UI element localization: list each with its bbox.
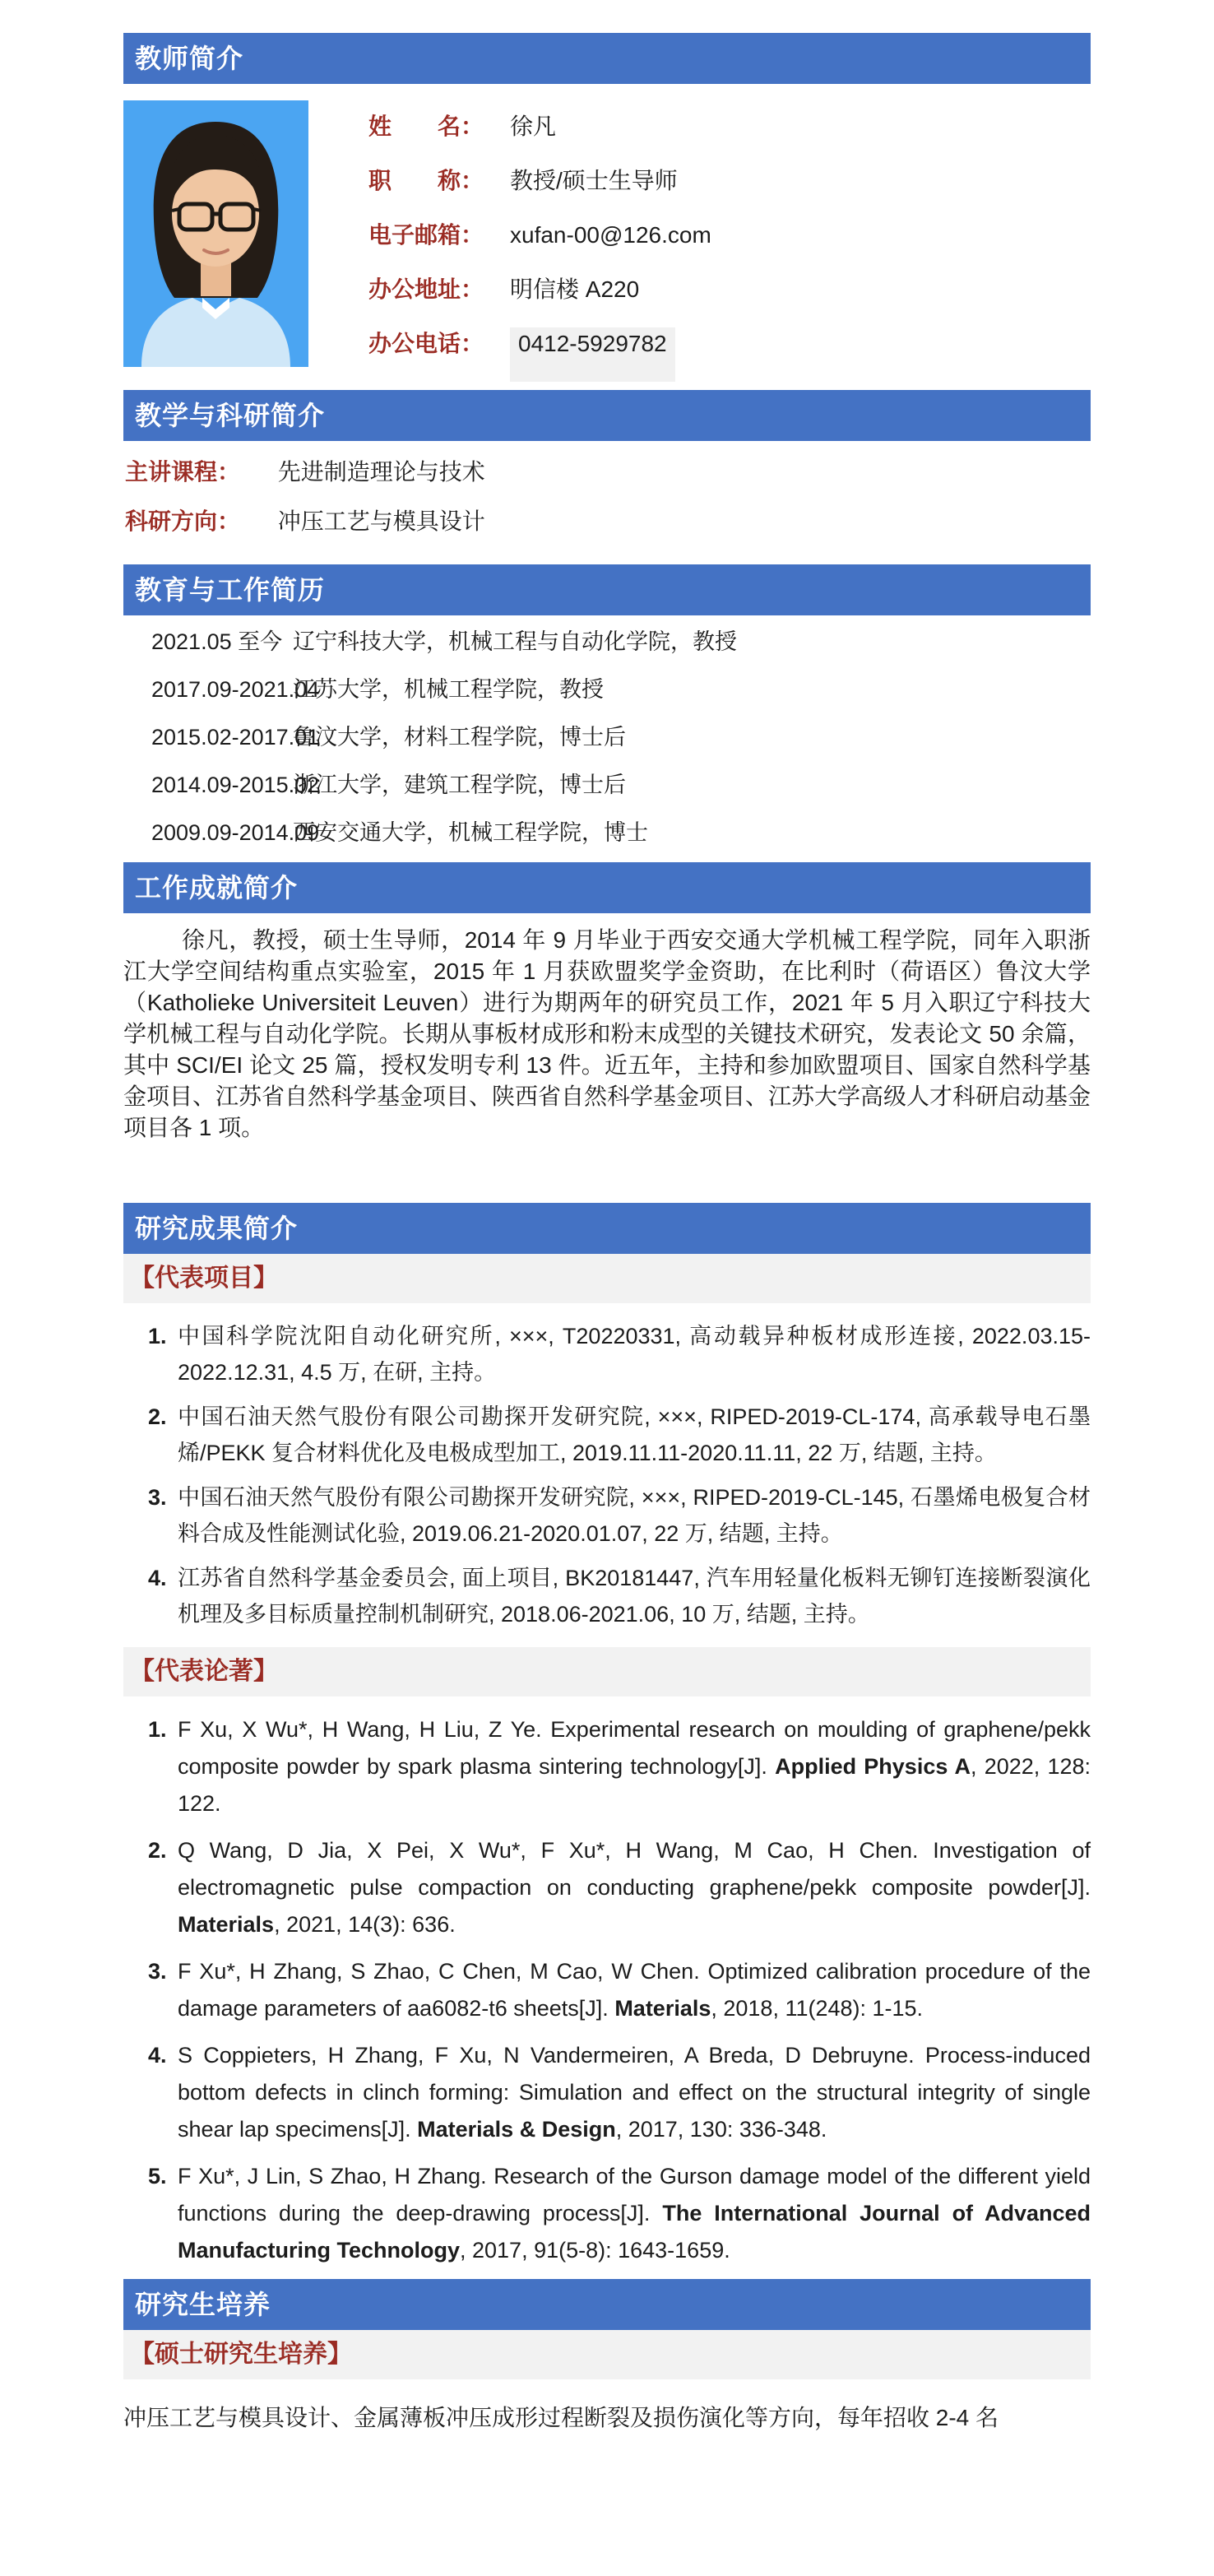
teacher-photo bbox=[123, 100, 308, 367]
timeline-row bbox=[123, 815, 1091, 862]
field-email-label: 电子邮箱： bbox=[368, 222, 484, 248]
section-header-teacher-intro bbox=[123, 33, 1091, 84]
journal-name: Materials bbox=[178, 1912, 275, 1937]
timeline-row bbox=[123, 671, 1091, 719]
publication-text: F Xu, X Wu*, H Wang, H Liu, Z Ye. Experimental research on moulding of graphene/pekk composite powder by spark plasma sintering technology[J]. bbox=[178, 1717, 1091, 1779]
project-item bbox=[123, 1560, 1091, 1632]
field-title-value: 教授/硕士生导师 bbox=[510, 168, 678, 193]
publications-list bbox=[123, 1711, 1091, 2269]
field-name bbox=[368, 110, 711, 165]
timeline-period: 2009.09-2014.09 bbox=[151, 820, 320, 845]
publication-number: 3. bbox=[148, 1959, 167, 1984]
project-number: 4. bbox=[148, 1566, 167, 1590]
journal-name: Applied Physics A bbox=[775, 1754, 971, 1779]
timeline-detail: 浙江大学，建筑工程学院，博士后 bbox=[293, 773, 626, 797]
field-title bbox=[368, 165, 711, 219]
publication-text: S Coppieters, H Zhang, F Xu, N Vandermeiren, A Breda, D Debruyne. Process-induced bottom defects in clinch forming: Simulation and effect on the structural integrity of single shear lap specimens[J]. bbox=[178, 2043, 1091, 2142]
field-name-label: 姓 名： bbox=[368, 114, 484, 139]
project-text: 江苏省自然科学基金委员会, 面上项目, BK20181447, 汽车用轻量化板料无铆钉连接断裂演化机理及多目标质量控制机制研究, 2018.06-2021.06, 10 万, 结题, 主持。 bbox=[178, 1566, 1091, 1627]
research-direction-value: 冲压工艺与模具设计 bbox=[277, 508, 485, 534]
publication-ref: , 2017, 130: 336-348. bbox=[615, 2117, 827, 2142]
section-title: 研究成果简介 bbox=[135, 1214, 299, 1243]
publication-number: 2. bbox=[148, 1838, 167, 1863]
field-office bbox=[368, 273, 711, 327]
journal-name: Materials & Design bbox=[417, 2117, 616, 2142]
section-header-history bbox=[123, 564, 1091, 615]
teaching-rows bbox=[123, 454, 1091, 553]
timeline-detail: 辽宁科技大学，机械工程与自动化学院，教授 bbox=[293, 629, 737, 654]
field-phone-value: 0412-5929782 bbox=[510, 327, 675, 382]
publication-ref: , 2018, 11(248): 1-15. bbox=[711, 1996, 924, 2021]
project-number: 3. bbox=[148, 1485, 167, 1510]
field-name-value: 徐凡 bbox=[510, 114, 557, 139]
project-item bbox=[123, 1399, 1091, 1471]
timeline-row bbox=[123, 624, 1091, 671]
section-title: 教师简介 bbox=[135, 44, 244, 73]
section-header-achievements bbox=[123, 862, 1091, 913]
field-office-value: 明信楼 A220 bbox=[510, 276, 640, 302]
publication-ref: , 2022, 128: 122. bbox=[178, 1754, 1091, 1816]
timeline-period: 2015.02-2017.01 bbox=[151, 725, 320, 750]
section-title: 研究生培养 bbox=[135, 2290, 271, 2319]
field-phone bbox=[368, 327, 711, 382]
publication-item bbox=[123, 2037, 1091, 2148]
publication-number: 5. bbox=[148, 2164, 167, 2188]
publication-number: 1. bbox=[148, 1717, 167, 1742]
publication-ref: , 2017, 91(5-8): 1643-1659. bbox=[460, 2238, 730, 2263]
timeline-row bbox=[123, 719, 1091, 767]
achievements-paragraph: 徐凡，教授，硕士生导师，2014 年 9 月毕业于西安交通大学机械工程学院，同年入职浙江大学空间结构重点实验室，2015 年 1 月获欧盟奖学金资助，在比利时（荷语区）鲁汶大学（Katholieke Universiteit Leuven）进行为期两年的研究员工作，2021 年 5 月入职辽宁科技大学机械工程与自动化学院。长期从事板材成形和粉末成型的关键技术研究，发表论文 50 余篇，其中 SCI/EI 论文 25 篇，授权发明专利 13 件。近五年，主持和参加欧盟项目、国家自然科学基金项目、江苏省自然科学基金项目、陕西省自然科学基金项目、江苏大学高级人才科研启动基金项目各 1 项。 bbox=[123, 927, 1091, 1140]
journal-name: Materials bbox=[614, 1996, 711, 2021]
profile-fields bbox=[368, 100, 711, 382]
timeline-detail: 鲁汶大学，材料工程学院，博士后 bbox=[293, 725, 626, 750]
timeline-detail: 江苏大学，机械工程学院，教授 bbox=[293, 677, 604, 702]
timeline-detail: 西安交通大学，机械工程学院，博士 bbox=[293, 820, 648, 845]
project-text: 中国石油天然气股份有限公司勘探开发研究院, ×××, RIPED-2019-CL-145, 石墨烯电极复合材料合成及性能测试化验, 2019.06.21-2020.01.07, 22 万, 结题, 主持。 bbox=[178, 1485, 1091, 1546]
timeline-row bbox=[123, 767, 1091, 815]
subheader-projects: 【代表项目】 bbox=[123, 1254, 1091, 1303]
section-header-teaching-research bbox=[123, 390, 1091, 441]
courses-value: 先进制造理论与技术 bbox=[277, 459, 485, 485]
profile-block bbox=[123, 100, 1091, 382]
field-email bbox=[368, 219, 711, 273]
journal-name: The International Journal of Advanced Manufacturing Technology bbox=[178, 2201, 1091, 2263]
publication-number: 4. bbox=[148, 2043, 167, 2068]
section-header-graduate-training bbox=[123, 2279, 1091, 2330]
subheader-publications: 【代表论著】 bbox=[123, 1647, 1091, 1696]
timeline-period: 2014.09-2015.02 bbox=[151, 773, 320, 797]
field-phone-label: 办公电话： bbox=[368, 331, 484, 356]
publication-text: F Xu*, H Zhang, S Zhao, C Chen, M Cao, W Chen. Optimized calibration procedure of the damage parameters of aa6082-t6 sheets[J]. bbox=[178, 1959, 1091, 2021]
project-item bbox=[123, 1318, 1091, 1390]
research-direction-label: 科研方向： bbox=[125, 508, 241, 534]
timeline-period: 2021.05 至今 bbox=[151, 629, 283, 654]
row-research-direction bbox=[123, 504, 1091, 553]
subheader-master-training: 【硕士研究生培养】 bbox=[123, 2330, 1091, 2379]
publication-item bbox=[123, 1711, 1091, 1822]
project-item bbox=[123, 1479, 1091, 1552]
projects-list bbox=[123, 1318, 1091, 1632]
project-text: 中国科学院沈阳自动化研究所, ×××, T20220331, 高动载异种板材成形连接, 2022.03.15-2022.12.31, 4.5 万, 在研, 主持。 bbox=[178, 1324, 1091, 1385]
publication-item bbox=[123, 1832, 1091, 1943]
publication-text: F Xu*, J Lin, S Zhao, H Zhang. Research of the Gurson damage model of the different yield functions during the deep-drawing process[J]. bbox=[178, 2164, 1091, 2226]
row-courses bbox=[123, 454, 1091, 504]
section-title: 教学与科研简介 bbox=[135, 401, 326, 430]
history-timeline bbox=[123, 624, 1091, 862]
section-title: 教育与工作简历 bbox=[135, 575, 326, 605]
graduate-training-text: 冲压工艺与模具设计、金属薄板冲压成形过程断裂及损伤演化等方向，每年招收 2-4 名 bbox=[123, 2405, 999, 2430]
section-header-research-results bbox=[123, 1203, 1091, 1254]
project-number: 2. bbox=[148, 1404, 167, 1429]
publication-text: Q Wang, D Jia, X Pei, X Wu*, F Xu*, H Wang, M Cao, H Chen. Investigation of electromagnetic pulse compaction on conducting graphene/pekk composite powder[J]. bbox=[178, 1838, 1091, 1900]
publication-item bbox=[123, 2158, 1091, 2269]
timeline-period: 2017.09-2021.04 bbox=[151, 677, 320, 702]
field-email-value: xufan-00@126.com bbox=[510, 222, 711, 248]
field-office-label: 办公地址： bbox=[368, 276, 484, 302]
courses-label: 主讲课程： bbox=[125, 459, 241, 485]
project-text: 中国石油天然气股份有限公司勘探开发研究院, ×××, RIPED-2019-CL-174, 高承载导电石墨烯/PEKK 复合材料优化及电极成型加工, 2019.11.11-2020.11.11, 22 万, 结题, 主持。 bbox=[178, 1404, 1091, 1465]
publication-item bbox=[123, 1953, 1091, 2027]
teacher-photo-graphic bbox=[123, 100, 308, 367]
section-title: 工作成就简介 bbox=[135, 873, 299, 903]
field-title-label: 职 称： bbox=[368, 168, 484, 193]
publication-ref: , 2021, 14(3): 636. bbox=[274, 1912, 456, 1937]
project-number: 1. bbox=[148, 1324, 167, 1348]
